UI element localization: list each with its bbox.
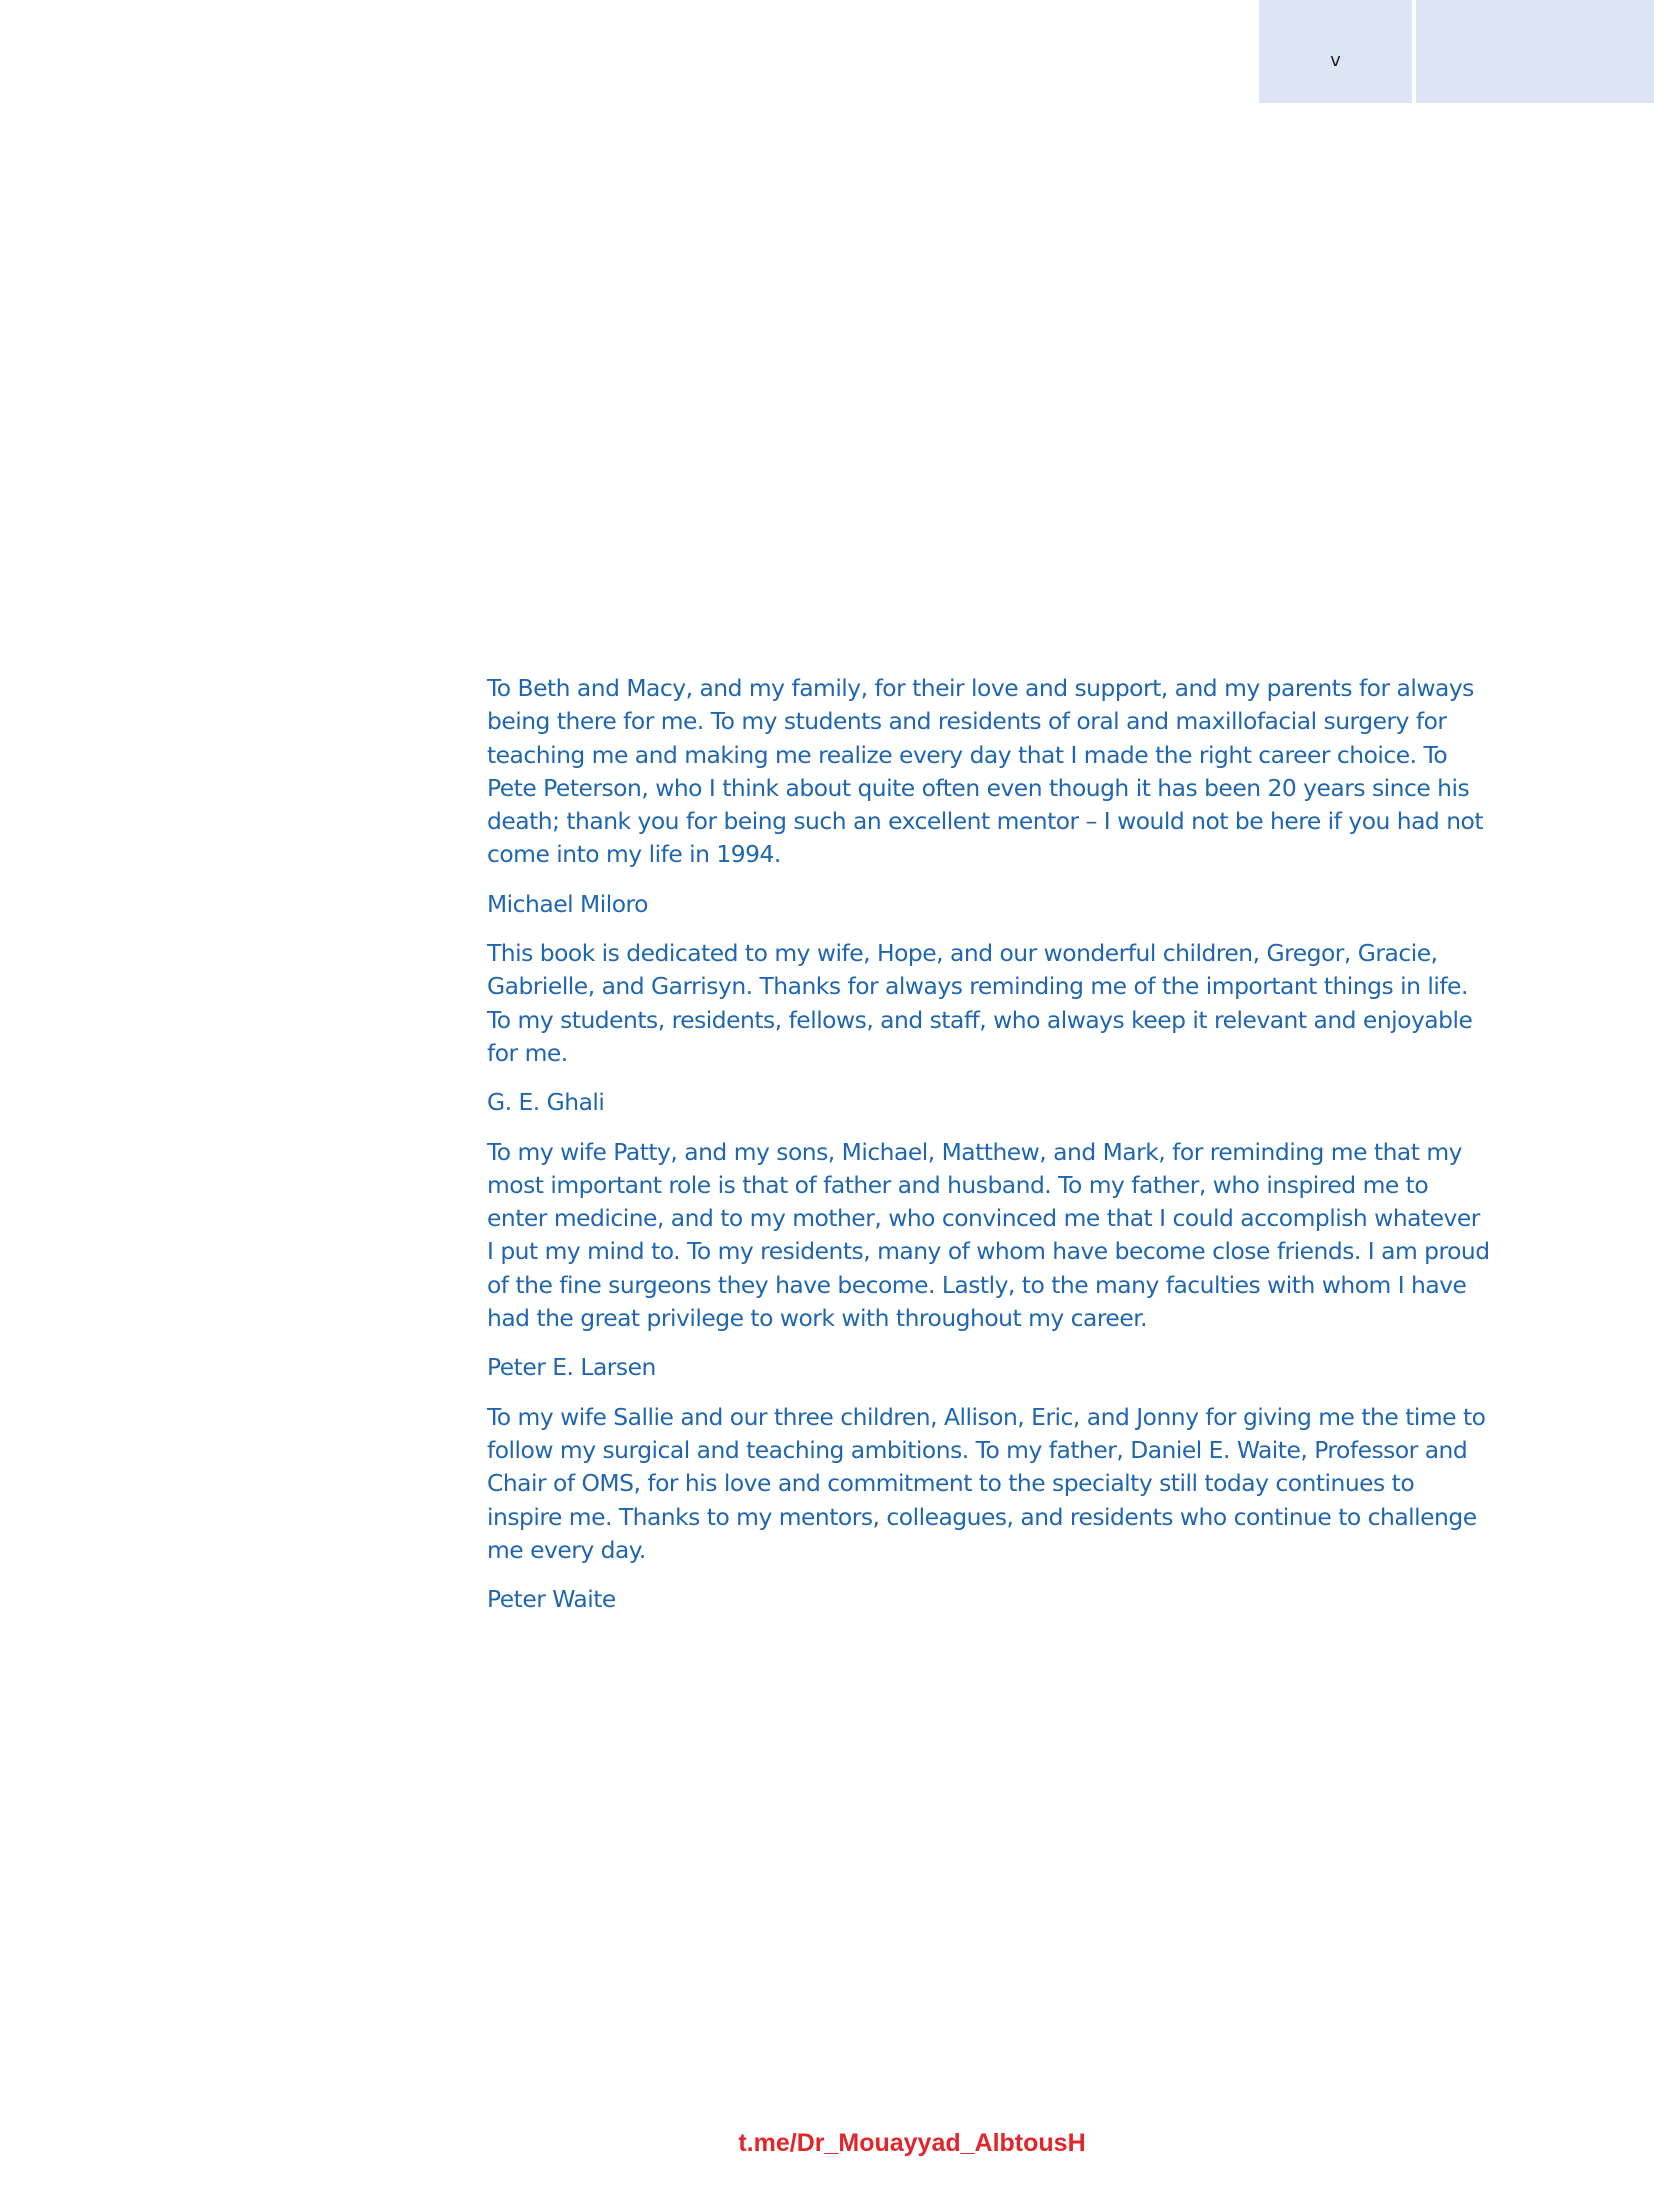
dedication-section (487, 672, 1492, 1632)
dedication-author: Peter Waite (487, 1585, 616, 1614)
watermark-link: t.me/Dr_Mouayyad_AlbtousH (738, 2129, 1086, 2157)
page-number: v (1330, 50, 1341, 71)
dedication-author: Michael Miloro (487, 889, 648, 918)
dedication-author: Peter E. Larsen (487, 1353, 656, 1382)
page-number-tab (1259, 0, 1412, 103)
header-tab-decoration (1416, 0, 1654, 103)
dedication-paragraph: This book is dedicated to my wife, Hope, and our wonderful children, Gregor, Gracie, Gabrielle, and Garrisyn. Thanks for always reminding me of the important things in life. To my students, residents, fellows, and staff, who always keep it relevant and enjoyable for me. (487, 939, 1473, 1067)
dedication-paragraph: To my wife Patty, and my sons, Michael, Matthew, and Mark, for reminding me that my most important role is that of father and husband. To my father, who inspired me to enter medicine, and to my mother, who convinced me that I could accomplish whatever I put my mind to. To my residents, many of whom have become close friends. I am proud of the fine surgeons they have become. Lastly, to the many faculties with whom I have had the great privilege to work with throughout my career. (487, 1137, 1490, 1333)
dedication-author: G. E. Ghali (487, 1088, 605, 1117)
dedication-paragraph: To Beth and Macy, and my family, for their love and support, and my parents for always being there for me. To my students and residents of oral and maxillofacial surgery for teaching me and making me realize every day that I made the right career choice. To Pete Peterson, who I think about quite often even though it has been 20 years since his death; thank you for being such an excellent mentor – I would not be here if you had not come into my life in 1994. (487, 674, 1484, 869)
dedication-paragraph: To my wife Sallie and our three children, Allison, Eric, and Jonny for giving me the time to follow my surgical and teaching ambitions. To my father, Daniel E. Waite, Professor and Chair of OMS, for his love and commitment to the specialty still today continues to inspire me. Thanks to my mentors, colleagues, and residents who continue to challenge me every day. (487, 1402, 1486, 1564)
